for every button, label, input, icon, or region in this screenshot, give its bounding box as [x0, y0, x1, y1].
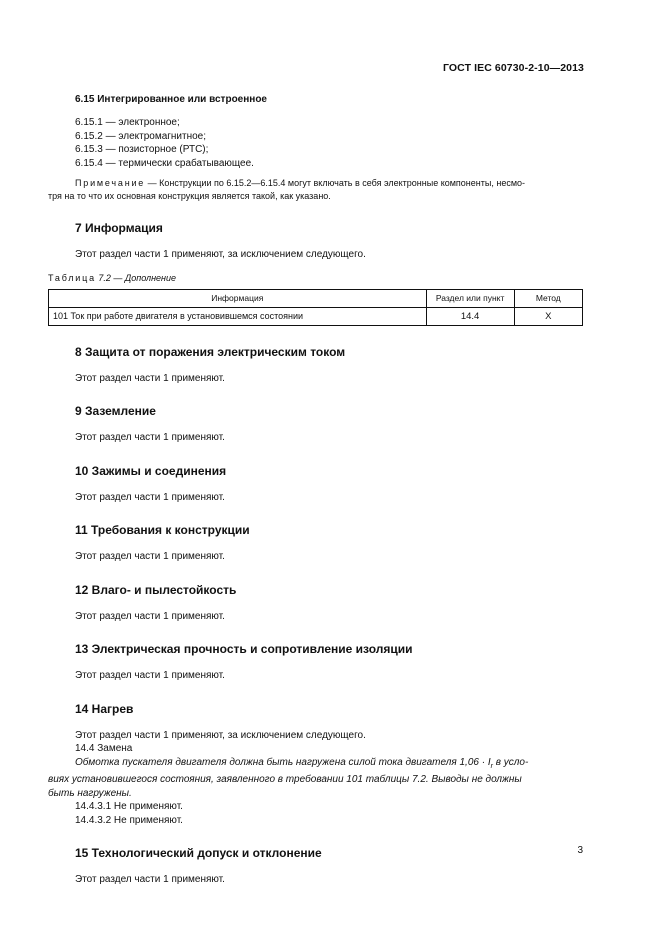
page-content [48, 94, 583, 887]
table-caption [48, 273, 583, 283]
section-15-text: Этот раздел части 1 применяют. [75, 874, 225, 885]
note-text-2: тря на то что их основная конструкция является такой, как указано. [48, 190, 331, 201]
table-header-row [49, 289, 583, 307]
section-11 [48, 523, 583, 564]
section-14 [48, 702, 583, 828]
italic-text: в усло- [492, 756, 529, 768]
section-12 [48, 583, 583, 624]
section-7-text: Этот раздел части 1 применяют, за исключением следующего. [75, 249, 366, 260]
table-cell: 14.4 [426, 307, 514, 325]
section-13-title: 13 Электрическая прочность и сопротивление изоляции [75, 642, 413, 656]
table-cell: X [514, 307, 582, 325]
section-9-title: 9 Заземление [75, 404, 156, 418]
table-caption-label: Таблица [48, 272, 96, 283]
list-item: 6.15.3 — позисторное (РТС); [75, 144, 209, 155]
section-14-title: 14 Нагрев [75, 701, 134, 716]
section-8 [48, 345, 583, 386]
table-row [49, 307, 583, 325]
section-8-title: 8 Защита от поражения электрическим током [75, 344, 346, 359]
section-11-title: 11 Требования к конструкции [75, 523, 250, 537]
document-code: ГОСТ IEC 60730-2-10—2013 [442, 62, 584, 74]
info-table [48, 289, 583, 326]
list-item: 6.15.4 — термически срабатывающее. [75, 157, 254, 169]
section-15-title: 15 Технологический допуск и отклонение [75, 846, 322, 860]
section-6-15-title: 6.15 Интегрированное или встроенное [75, 94, 267, 105]
page-number: 3 [577, 845, 583, 856]
section-14-item-1: 14.4.3.1 Не применяют. [75, 801, 183, 812]
section-14-text: Этот раздел части 1 применяют, за исключением следующего. [75, 729, 366, 741]
section-12-title: 12 Влаго- и пылестойкость [75, 582, 237, 597]
table-header-cell: Раздел или пункт [426, 289, 514, 307]
section-7-title: 7 Информация [75, 221, 163, 235]
section-13 [48, 642, 583, 683]
italic-subscript: r [490, 762, 493, 770]
section-10-title: 10 Зажимы и соединения [75, 463, 227, 478]
note-label: Примечание [75, 178, 146, 188]
section-14-italic-2: виях установившегося состояния, заявленного в требовании 101 таблицы 7.2. Выводы не должны [48, 774, 522, 785]
list-item: 6.15.2 — электромагнитное; [75, 130, 207, 142]
section-14-italic-3: быть нагружены. [48, 787, 132, 799]
section-14-sub: 14.4 Замена [75, 743, 133, 754]
section-8-text: Этот раздел части 1 применяют. [75, 372, 225, 384]
table-header-cell: Метод [514, 289, 582, 307]
list-item: 6.15.1 — электронное; [75, 117, 180, 128]
table-header-cell: Информация [49, 289, 427, 307]
section-11-text: Этот раздел части 1 применяют. [75, 551, 225, 562]
section-7 [48, 221, 583, 262]
section-14-italic-1 [75, 756, 583, 774]
italic-text: Обмотка пускателя двигателя должна быть нагружена силой тока двигателя 1,06 · I [75, 756, 491, 768]
section-10 [48, 464, 583, 505]
table-cell: 101 Ток при работе двигателя в установившемся состоянии [49, 307, 427, 325]
section-15 [48, 846, 583, 887]
section-10-text: Этот раздел части 1 применяют. [75, 491, 225, 503]
note-text-1: — Конструкции по 6.15.2—6.15.4 могут включать в себя электронные компоненты, несмо- [145, 178, 526, 188]
section-14-item-2: 14.4.3.2 Не применяют. [75, 814, 183, 826]
section-9-text: Этот раздел части 1 применяют. [75, 432, 225, 443]
table-caption-rest: 7.2 — Дополнение [95, 272, 177, 283]
section-12-text: Этот раздел части 1 применяют. [75, 610, 225, 622]
note [48, 177, 583, 202]
section-13-text: Этот раздел части 1 применяют. [75, 670, 225, 681]
section-6-15 [48, 94, 583, 170]
section-9 [48, 404, 583, 445]
